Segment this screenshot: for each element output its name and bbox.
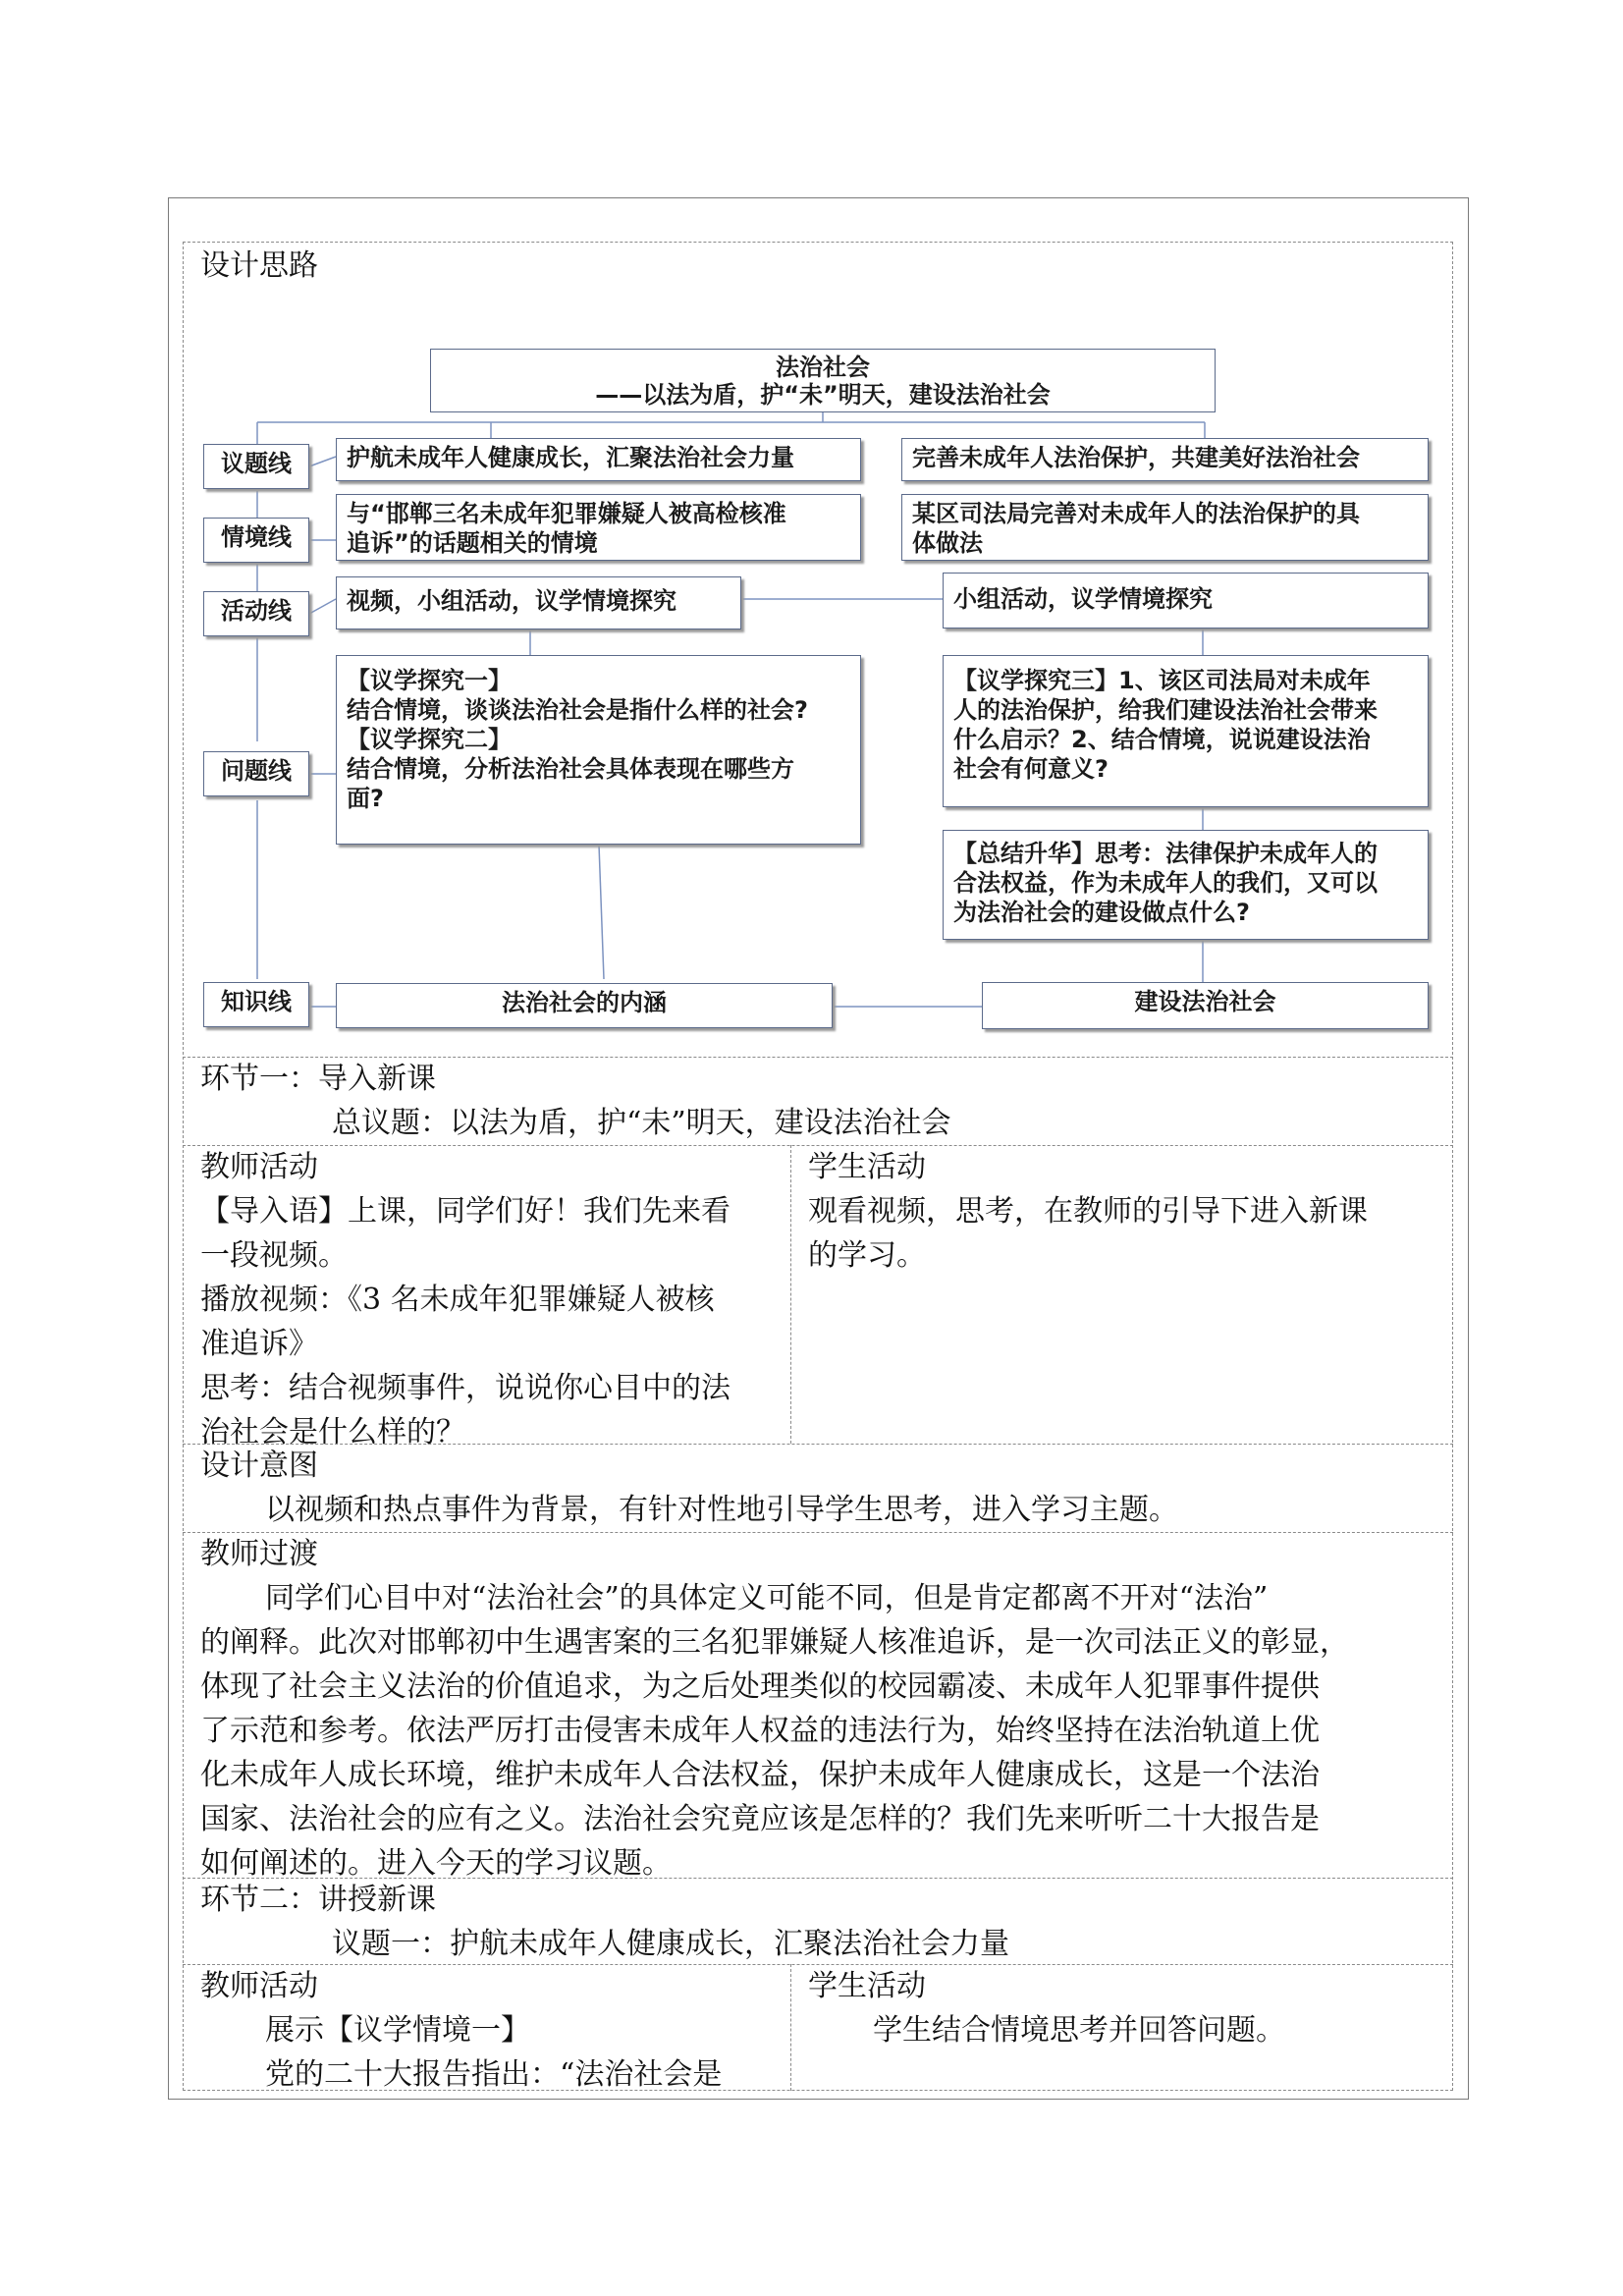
inquiry-three-text-1: 【议学探究三】1、该区司法局对未成年 [953, 667, 1371, 694]
right-activity-box: 小组活动，议学情境探究 [943, 573, 1429, 629]
label-knowledge-line: 知识线 [203, 982, 309, 1027]
inquiry-two-tag: 【议学探究二】 [347, 726, 512, 753]
left-question-box [336, 655, 861, 845]
column-divider [790, 1964, 791, 2091]
stage1-student-line: 观看视频，思考，在教师的引导下进入新课 [808, 1194, 1368, 1229]
transition-line: 的阐释。此次对邯郸初中生遇害案的三名犯罪嫌疑人核准追诉，是一次司法正义的彰显， [200, 1625, 1349, 1660]
left-scene-box [336, 494, 861, 561]
left-scene-text-1: 与“邯郸三名未成年犯罪嫌疑人被高检核准 [347, 500, 786, 527]
inquiry-three-text-2: 人的法治保护，给我们建设法治社会带来 [953, 696, 1378, 724]
stage2-topic: 议题一：护航未成年人健康成长，汇聚法治社会力量 [332, 1927, 1009, 1961]
stage1-student-line: 的学习。 [808, 1238, 926, 1273]
transition-line: 体现了社会主义法治的价值追求，为之后处理类似的校园霸凌、未成年人犯罪事件提供 [200, 1669, 1320, 1704]
inquiry-three-text-4: 社会有何意义? [953, 755, 1109, 783]
stage1-teacher-line: 一段视频。 [200, 1238, 348, 1273]
transition-line: 了示范和参考。依法严厉打击侵害未成年人权益的违法行为，始终坚持在法治轨道上优 [200, 1714, 1320, 1748]
stage1-teacher-line: 治社会是什么样的？ [200, 1415, 465, 1449]
label-activity-line: 活动线 [203, 591, 309, 636]
right-scene-box [901, 494, 1429, 561]
left-scene-text-2: 追诉”的话题相关的情境 [347, 529, 598, 557]
stage1-teacher-heading: 教师活动 [200, 1150, 318, 1184]
left-topic-box: 护航未成年人健康成长，汇聚法治社会力量 [336, 438, 861, 481]
right-scene-text-2: 体做法 [912, 529, 983, 557]
right-question-box [943, 655, 1429, 807]
summary-text-1: 【总结升华】思考：法律保护未成年人的 [953, 840, 1378, 867]
right-topic-box: 完善未成年人法治保护，共建美好法治社会 [901, 438, 1429, 481]
transition-line: 同学们心目中对“法治社会”的具体定义可能不同，但是肯定都离不开对“法治” [265, 1581, 1269, 1615]
label-question-line: 问题线 [203, 751, 309, 796]
right-scene-text-1: 某区司法局完善对未成年人的法治保护的具 [912, 500, 1360, 527]
inquiry-two-text-1: 结合情境，分析法治社会具体表现在哪些方 [347, 755, 794, 783]
stage1-teacher-line: 思考：结合视频事件，说说你心目中的法 [200, 1371, 730, 1405]
inquiry-one-text: 结合情境，谈谈法治社会是指什么样的社会? [347, 696, 808, 724]
stage1-student-heading: 学生活动 [808, 1150, 926, 1184]
stage1-teacher-line: 准追诉》 [200, 1327, 318, 1361]
transition-line: 国家、法治社会的应有之义。法治社会究竟应该是怎样的？我们先来听听二十大报告是 [200, 1802, 1320, 1836]
intent-text: 以视频和热点事件为背景，有针对性地引导学生思考，进入学习主题。 [265, 1493, 1178, 1527]
intent-heading: 设计意图 [200, 1449, 318, 1483]
stage2-teacher-line: 展示【议学情境一】 [265, 2013, 530, 2048]
row-divider [183, 1532, 1453, 1533]
diagram-title-box [430, 349, 1216, 412]
design-heading: 设计思路 [200, 248, 318, 283]
inquiry-three-text-3: 什么启示？2、结合情境，说说建设法治 [953, 726, 1371, 753]
left-knowledge-box: 法治社会的内涵 [336, 983, 833, 1028]
stage2-teacher-line: 党的二十大报告指出：“法治社会是 [265, 2057, 723, 2092]
inquiry-one-tag: 【议学探究一】 [347, 667, 512, 694]
transition-line: 如何阐述的。进入今天的学习议题。 [200, 1846, 672, 1881]
diagram-title: 法治社会 [776, 354, 870, 381]
diagram-subtitle: ——以法为盾，护“未”明天，建设法治社会 [595, 381, 1051, 409]
column-divider [790, 1145, 791, 1444]
stage2-teacher-heading: 教师活动 [200, 1969, 318, 2003]
label-scene-line: 情境线 [203, 518, 309, 563]
summary-text-3: 为法治社会的建设做点什么? [953, 899, 1250, 926]
stage2-student-heading: 学生活动 [808, 1969, 926, 2003]
stage1-teacher-line: 【导入语】上课，同学们好！我们先来看 [200, 1194, 730, 1229]
inquiry-two-text-2: 面? [347, 785, 384, 812]
left-activity-box: 视频，小组活动，议学情境探究 [336, 576, 741, 629]
stage1-heading: 环节一：导入新课 [200, 1062, 436, 1096]
transition-heading: 教师过渡 [200, 1537, 318, 1571]
transition-line: 化未成年人成长环境，维护未成年人合法权益，保护未成年人健康成长，这是一个法治 [200, 1758, 1320, 1792]
label-topic-line: 议题线 [203, 444, 309, 489]
stage1-teacher-line: 播放视频：《3 名未成年犯罪嫌疑人被核 [200, 1283, 715, 1317]
stage2-student-text: 学生结合情境思考并回答问题。 [873, 2013, 1285, 2048]
stage1-topic: 总议题：以法为盾，护“未”明天，建设法治社会 [332, 1106, 951, 1140]
row-divider [183, 1444, 1453, 1445]
summary-text-2: 合法权益，作为未成年人的我们，又可以 [953, 869, 1378, 897]
right-summary-box [943, 830, 1429, 940]
design-diagram [201, 344, 1443, 1031]
right-knowledge-box: 建设法治社会 [982, 982, 1429, 1029]
stage2-heading: 环节二：讲授新课 [200, 1883, 436, 1917]
